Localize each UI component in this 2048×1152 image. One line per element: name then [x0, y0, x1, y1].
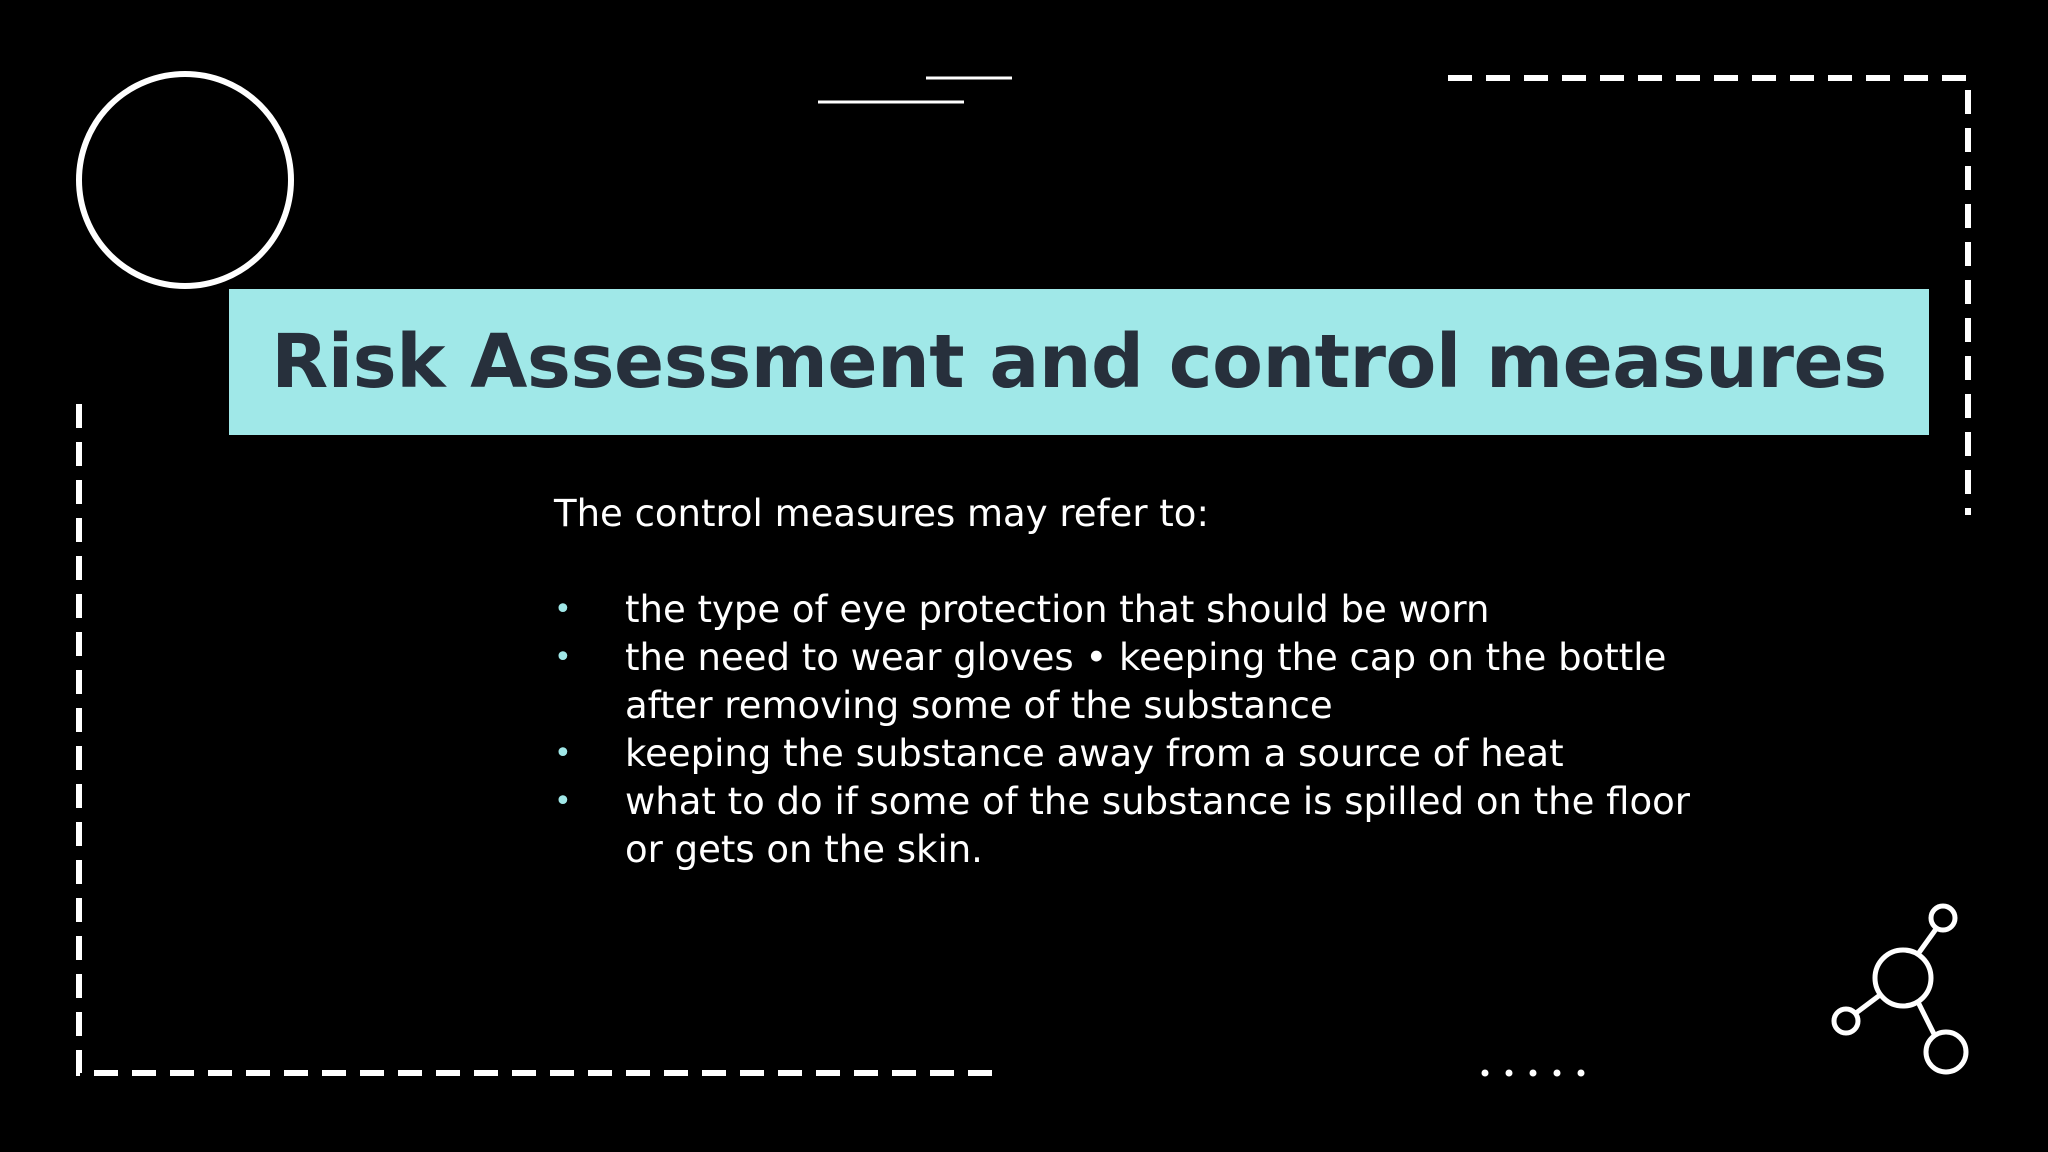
bullet-dot: • — [554, 784, 572, 819]
bullet-list — [554, 586, 1724, 874]
title-banner — [229, 289, 1929, 435]
list-item — [554, 634, 1724, 730]
list-item-text: keeping the substance away from a source of heat — [625, 732, 1564, 775]
list-item-text: what to do if some of the substance is spilled on the floor or gets on the skin. — [625, 780, 1690, 871]
intro-text: The control measures may refer to: — [554, 492, 1209, 535]
slide-title: Risk Assessment and control measures — [271, 319, 1887, 405]
bullet-dot: • — [554, 736, 572, 771]
list-item — [554, 730, 1724, 778]
bullet-dot: • — [554, 592, 572, 627]
body-text — [554, 490, 1724, 874]
list-item — [554, 586, 1724, 634]
circle-outline-icon — [79, 74, 291, 286]
list-item — [554, 778, 1724, 874]
molecule-icon — [1834, 906, 1966, 1072]
list-item-text: the type of eye protection that should be worn — [625, 588, 1490, 631]
bullet-dot: • — [554, 640, 572, 675]
list-item-text: the need to wear gloves • keeping the cap on the bottle after removing some of the substance — [625, 636, 1667, 727]
dotted-row — [1482, 1070, 1585, 1077]
